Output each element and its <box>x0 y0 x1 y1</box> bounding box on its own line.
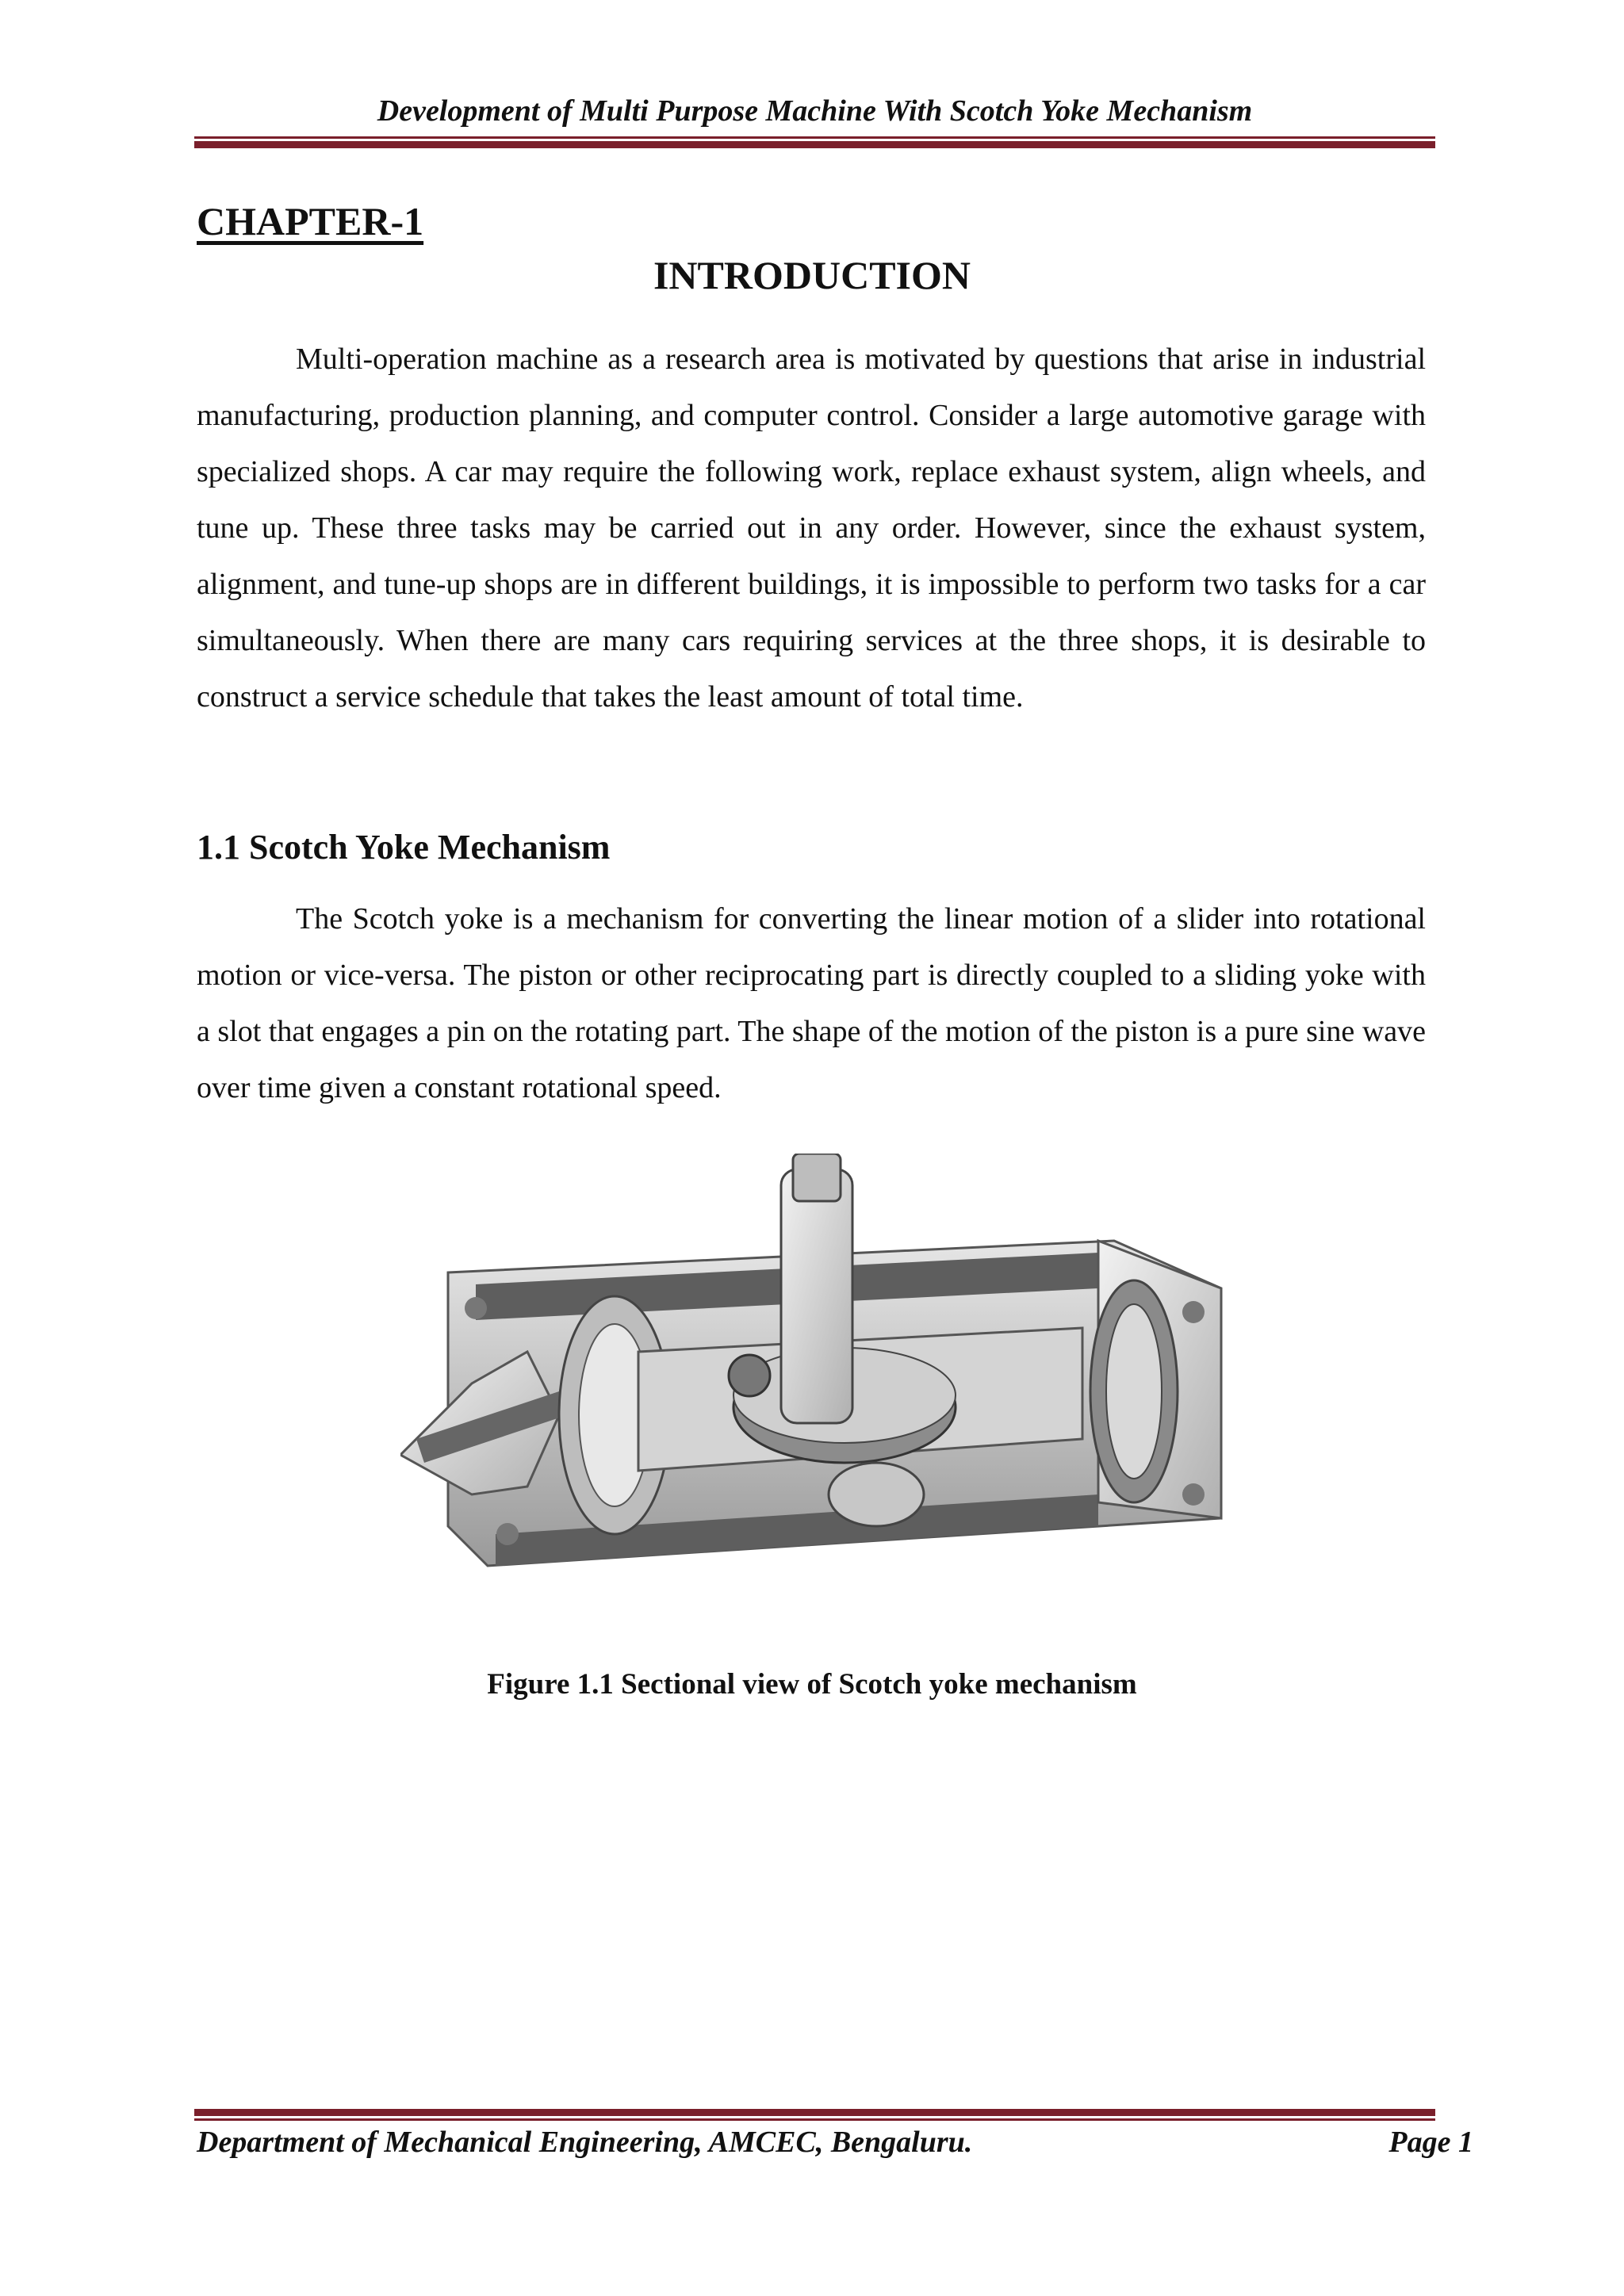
figure-caption: Figure 1.1 Sectional view of Scotch yoke mechanism <box>487 1668 1137 1701</box>
intro-paragraph: Multi-operation machine as a research area is motivated by questions that arise in industrial manufacturing, production planning, and computer control. Consider a large automotive garage with specialized shops. A car may require the following work, replace exhaust system, align wheels, and tune up. These three tasks may be carried out in any order. However, since the exhaust system, alignment, and tune-up shops are in different buildings, it is impossible to perform two tasks for a car simultaneously. When there are many cars requiring services at the three shops, it is desirable to construct a service schedule that takes the least amount of total time. <box>197 342 1426 714</box>
section-paragraph: The Scotch yoke is a mechanism for converting the linear motion of a slider into rotational motion or vice-versa. The piston or other reciprocating part is directly coupled to a sliding yoke with a slot that engages a pin on the rotating part. The shape of the motion of the piston is a pure sine wave over time given a constant rotational speed. <box>197 902 1426 1104</box>
scotch-yoke-sectional-image <box>400 1154 1233 1613</box>
running-header: Development of Multi Purpose Machine With Scotch Yoke Mechanism <box>377 94 1253 128</box>
header-rule <box>194 136 1435 148</box>
chapter-title: INTRODUCTION <box>653 253 971 297</box>
section-heading: 1.1 Scotch Yoke Mechanism <box>197 828 611 867</box>
footer-rule <box>194 2109 1435 2121</box>
chapter-label: CHAPTER-1 <box>197 199 424 243</box>
footer-page-number: Page 1 <box>1388 2126 1473 2159</box>
footer-department: Department of Mechanical Engineering, AMCEC, Bengaluru. <box>197 2126 973 2159</box>
